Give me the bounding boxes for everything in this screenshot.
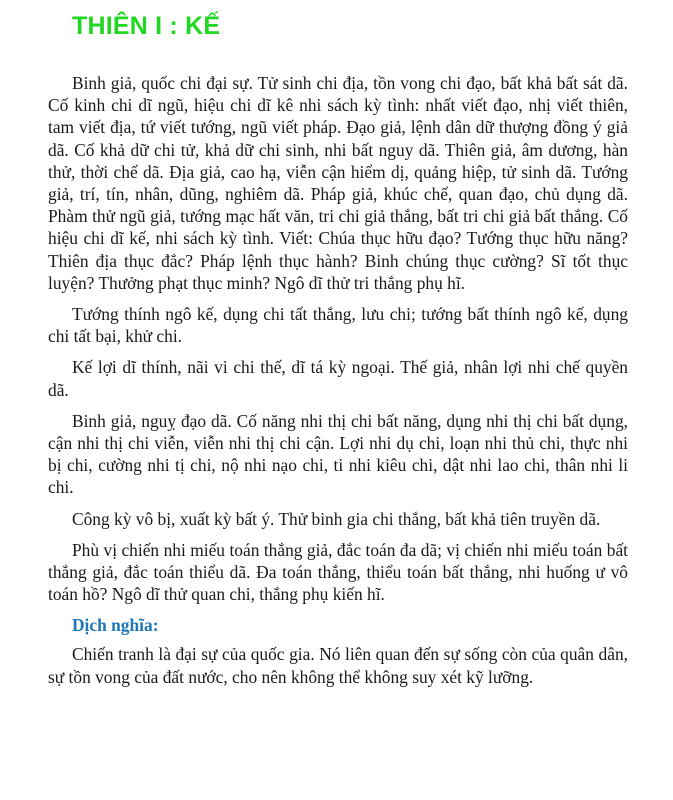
translation-paragraph: Chiến tranh là đại sự của quốc gia. Nó liên quan đến sự sống còn của quân dân, sự tồn vong của đất nước, cho nên không thể không suy xét kỹ lưỡng.: [48, 644, 628, 687]
paragraph-3: Kế lợi dĩ thính, nãi vi chi thế, dĩ tá kỳ ngoại. Thế giả, nhân lợi nhi chế quyền dã.: [48, 357, 628, 400]
paragraph-6: Phù vị chiến nhi miếu toán thắng giả, đắc toán đa dã; vị chiến nhi miếu toán bất thắng giả, đắc toán thiểu dã. Đa toán thắng, thiểu toán bất thắng, nhi huống ư vô toán hồ? Ngô dĩ thử quan chi, thắng phụ kiến hĩ.: [48, 539, 628, 605]
document-body: [48, 72, 628, 697]
chapter-title: THIÊN I : KẾ: [72, 12, 221, 40]
paragraph-5: Công kỳ vô bị, xuất kỳ bất ý. Thử binh gia chi thắng, bất khả tiên truyền dã.: [72, 508, 601, 529]
translation-heading: Dịch nghĩa:: [72, 615, 159, 636]
paragraph-1: Binh giả, quốc chi đại sự. Tử sinh chi địa, tồn vong chi đạo, bất khả bất sát dã. Cố kinh chi dĩ ngũ, hiệu chi dĩ kê nhi sách kỳ tình: nhất viết đạo, nhị viết thiên, tam viết địa, tứ viết tướng, ngũ viết pháp. Đạo giả, lệnh dân dữ thượng đồng ý giả dã. Cố khả dữ chi tử, khả dữ chi sinh, nhi bất nguy dã. Thiên giả, âm dương, hàn thử, thời chế dã. Địa giả, cao hạ, viễn cận hiểm dị, quảng hiệp, tử sinh dã. Tướng giả, trí, tín, nhân, dũng, nghiêm dã. Pháp giả, khúc chế, quan đạo, chủ dụng dã. Phàm thử ngũ giả, tướng mạc hất văn, tri chi giả thắng, bất tri chi giả bất thắng. Cố hiệu chi dĩ kế, nhi sách kỳ tình. Viết: Chúa thục hữu đạo? Tướng thục hữu năng? Thiên địa thục đắc? Pháp lệnh thục hành? Binh chúng thục cường? Sĩ tốt thục luyện? Thưởng phạt thục minh? Ngô dĩ thử tri thắng phụ hĩ.: [48, 73, 628, 293]
paragraph-4: Binh giả, nguỵ đạo dã. Cố năng nhi thị chi bất năng, dụng nhi thị chi bất dụng, cận nhi thị chi viễn, viễn nhi thị chi cận. Lợi nhi dụ chi, loạn nhi thủ chi, thực nhi bị chi, cường nhi tị chi, nộ nhi nạo chi, ti nhi kiêu chi, dật nhi lao chi, thân nhi li chi.: [48, 410, 628, 498]
paragraph-2: Tướng thính ngô kế, dụng chi tất thắng, lưu chi; tướng bất thính ngô kế, dụng chi tất bại, khử chi.: [48, 304, 628, 347]
